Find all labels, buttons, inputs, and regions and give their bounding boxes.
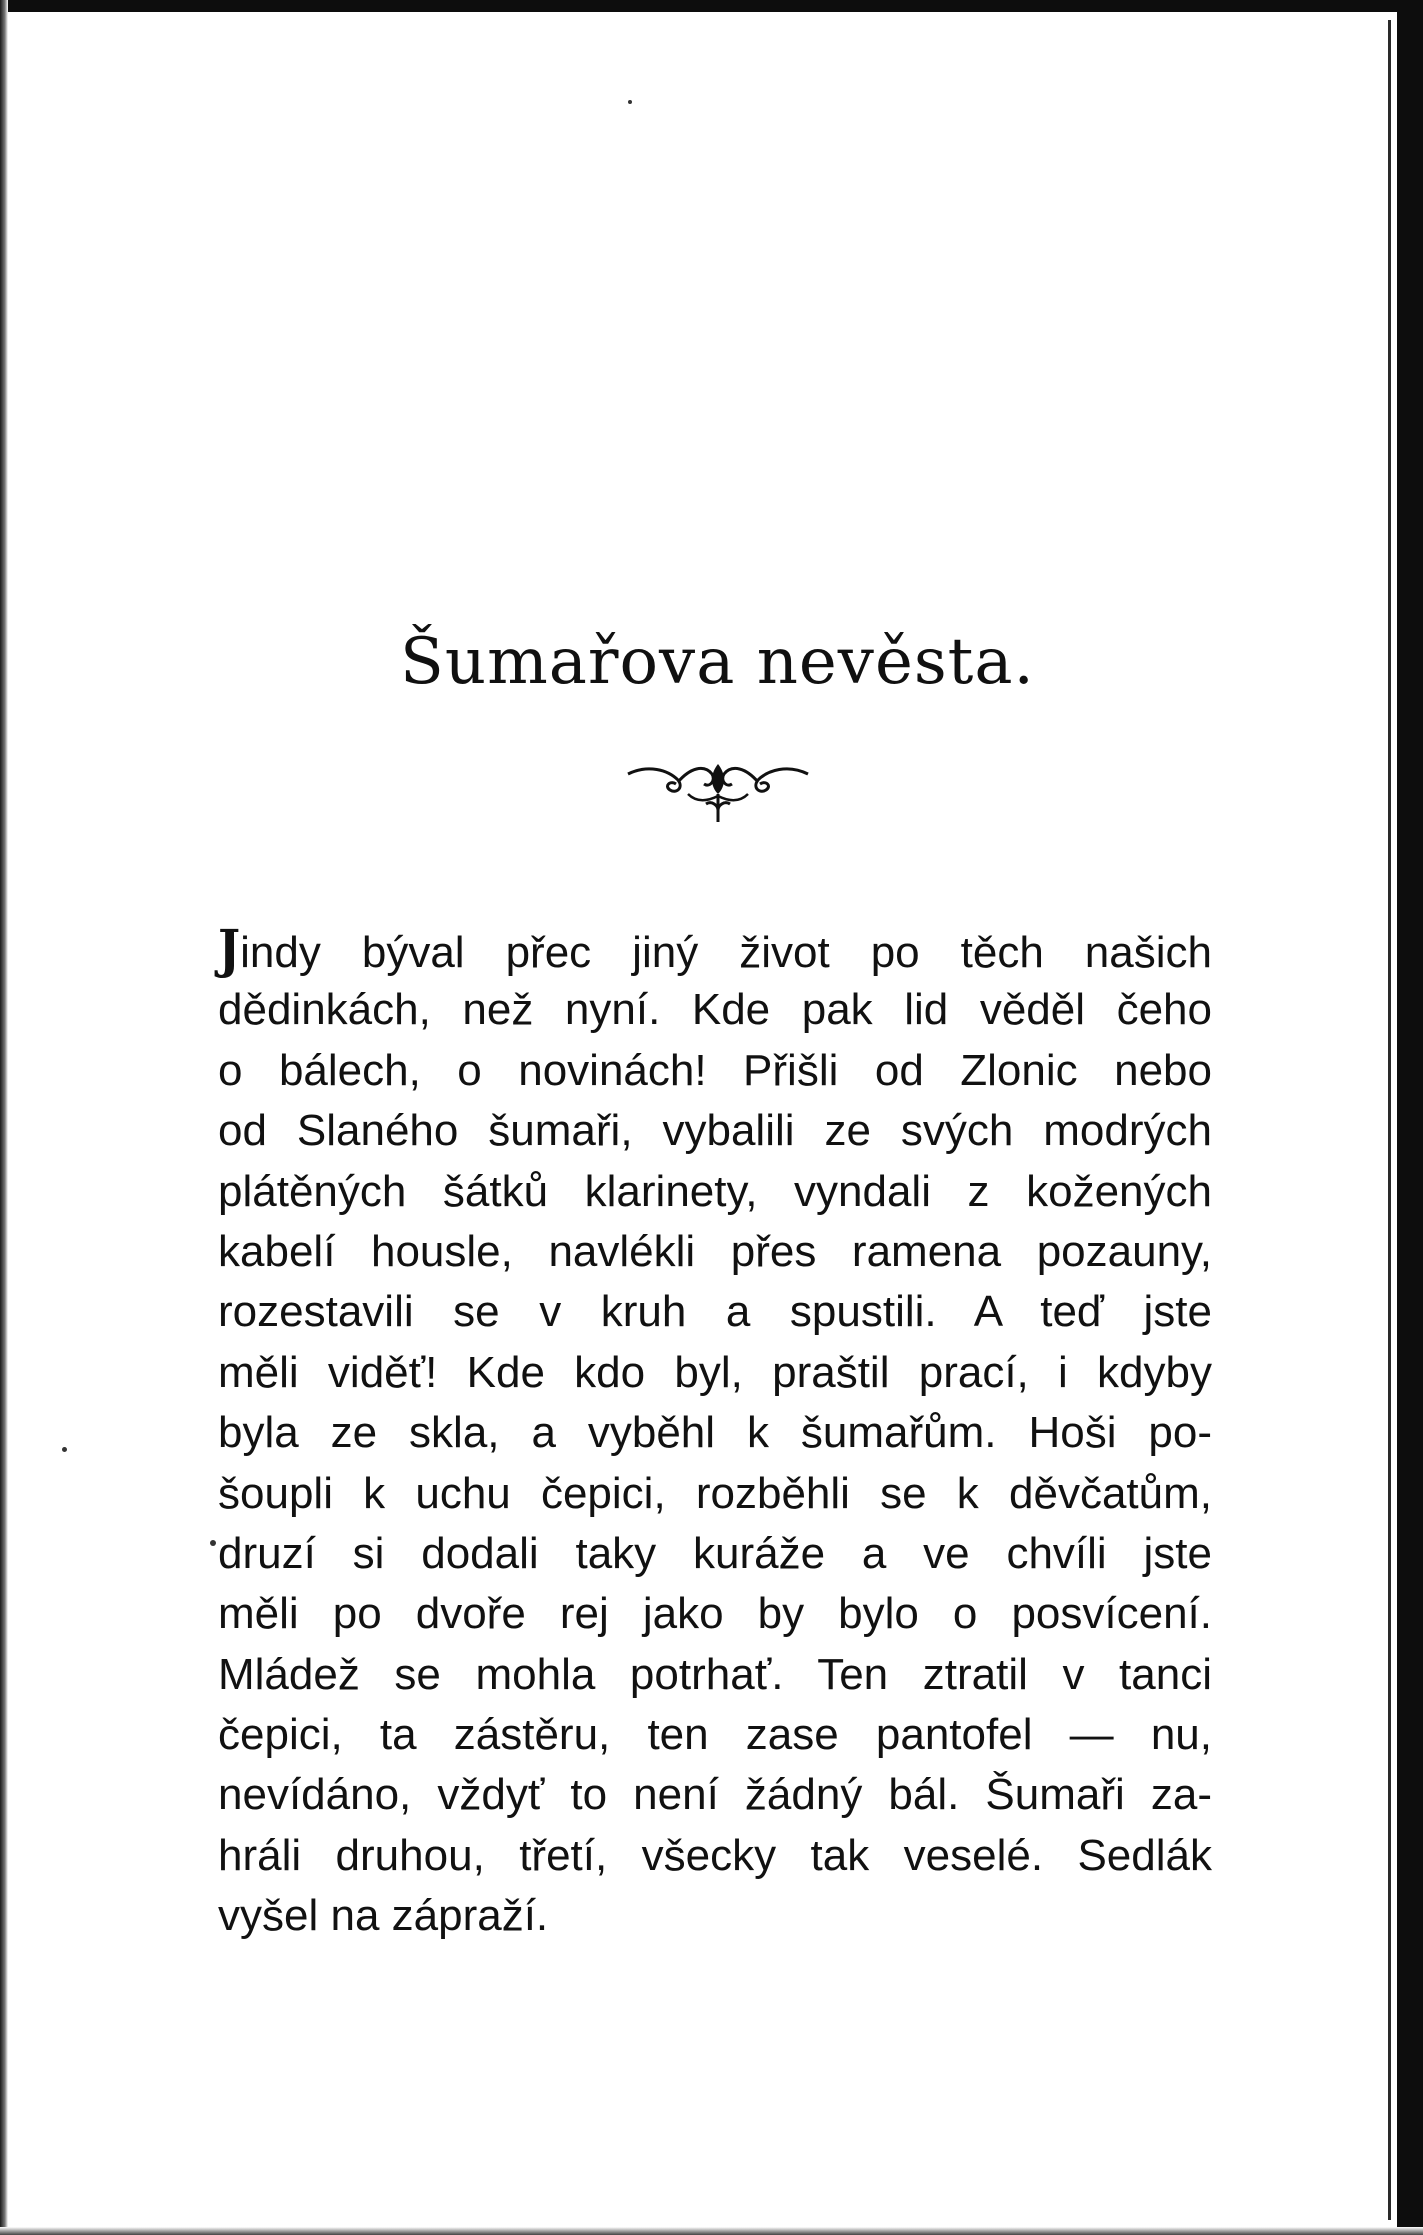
text-line: plátěných šátků klarinety, vyndali z kožených bbox=[218, 1166, 1212, 1216]
first-line-text: indy býval přec jiný život po těch našich bbox=[240, 928, 1212, 977]
scan-speck bbox=[628, 100, 632, 104]
text-line: čepici, ta zástěru, ten zase pantofel — nu, bbox=[218, 1710, 1212, 1760]
scan-speck bbox=[62, 1447, 67, 1452]
text-line: byla ze skla, a vyběhl k šumařům. Hoši po- bbox=[218, 1408, 1212, 1458]
page-title: Šumařova nevěsta. bbox=[400, 625, 1035, 699]
floral-ornament-icon bbox=[618, 760, 818, 832]
scan-edge-bottom bbox=[0, 2227, 1423, 2235]
text-line-last: vyšel na zápraží. bbox=[218, 1891, 549, 1941]
text-line: druzí si dodali taky kuráže a ve chvíli jste bbox=[218, 1528, 1212, 1578]
text-line: kabelí housle, navlékli přes ramena pozauny, bbox=[218, 1226, 1212, 1276]
text-line-first bbox=[218, 920, 1212, 980]
text-line: měli viděť! Kde kdo byl, praštil prací, i kdyby bbox=[218, 1347, 1212, 1397]
text-line: měli po dvoře rej jako by bylo o posvícení. bbox=[218, 1589, 1212, 1639]
text-line: Mládež se mohla potrhať. Ten ztratil v tanci bbox=[218, 1649, 1212, 1699]
text-line: o bálech, o novinách! Přišli od Zlonic nebo bbox=[218, 1045, 1212, 1095]
text-line: dědinkách, než nyní. Kde pak lid věděl čeho bbox=[218, 985, 1212, 1035]
scan-edge-right bbox=[1397, 0, 1423, 2235]
text-line: rozestavili se v kruh a spustili. A teď jste bbox=[218, 1287, 1212, 1337]
page-fold-line bbox=[1388, 20, 1391, 2220]
text-line: od Slaného šumaři, vybalili ze svých modrých bbox=[218, 1106, 1212, 1156]
text-line: hráli druhou, třetí, všecky tak veselé. Sedlák bbox=[218, 1830, 1212, 1880]
drop-cap: J bbox=[218, 919, 241, 980]
body-text bbox=[218, 920, 1212, 1947]
scan-edge-left bbox=[0, 0, 8, 2235]
text-line: nevídáno, vždyť to není žádný bál. Šumaři za- bbox=[218, 1770, 1212, 1820]
scan-edge-top bbox=[0, 0, 1423, 12]
text-line: šoupli k uchu čepici, rozběhli se k děvčatům, bbox=[218, 1468, 1212, 1518]
scan-speck bbox=[210, 1540, 216, 1546]
